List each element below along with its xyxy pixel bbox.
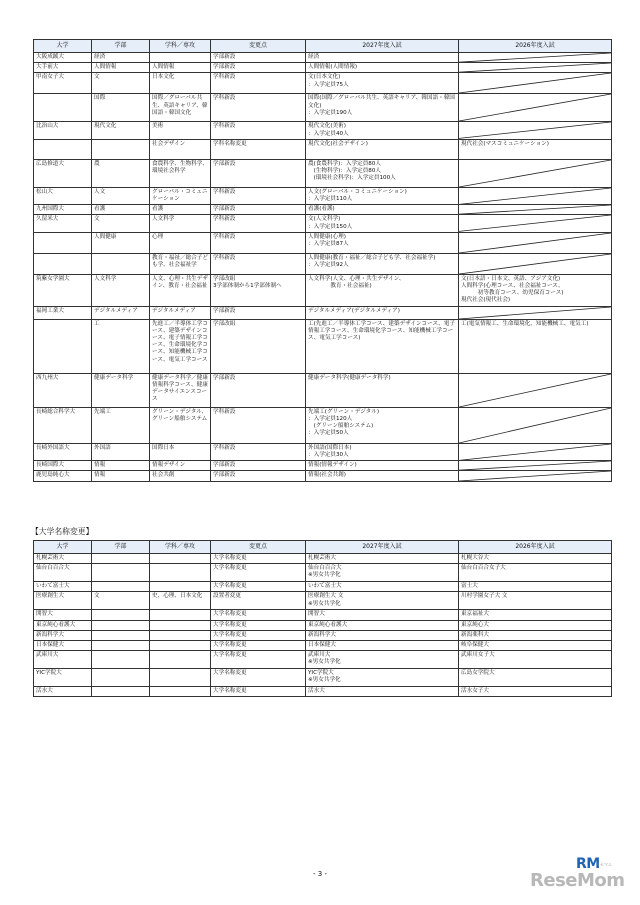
table-row <box>34 139 612 159</box>
cell-department: 教育・福祉／総合子ども学、社会福祉学 <box>150 253 211 274</box>
cell-change: 設置者変更 <box>211 592 306 610</box>
cell-university: 札幌芸術大 <box>34 554 92 564</box>
cell-faculty: 人間健康 <box>92 232 150 253</box>
cell-faculty: 外国語 <box>92 443 150 460</box>
header-faculty: 学部 <box>92 40 150 53</box>
cell-change: 学科新設 <box>211 187 306 204</box>
table-row <box>34 651 612 669</box>
cell-2027: 新潟科学大 <box>306 630 459 640</box>
cell-faculty: 人文 <box>92 187 150 204</box>
cell-change: 大学名称変更 <box>211 564 306 582</box>
cell-change: 大学名称変更 <box>211 582 306 592</box>
table-row <box>34 373 612 407</box>
cell-change: 学部新設 <box>211 53 306 63</box>
header-2026: 2026年度入試 <box>459 541 612 554</box>
header-2027: 2027年度入試 <box>306 541 459 554</box>
cell-faculty <box>92 139 150 159</box>
cell-faculty: デジタルメディア <box>92 306 150 319</box>
diagonal-slash <box>459 408 611 443</box>
cell-faculty: 先端工 <box>92 407 150 443</box>
cell-university: 甲南女子大 <box>34 73 92 94</box>
cell-department: 情報デザイン <box>150 461 211 471</box>
cell-2027: 人文(グローバル・コミュニケーション) ：入学定員110人 <box>306 187 459 204</box>
cell-2026: 東京福祉大 <box>459 610 612 620</box>
cell-department <box>150 687 211 697</box>
header-change: 変更点 <box>211 541 306 554</box>
table-row <box>34 122 612 139</box>
cell-department: 看護 <box>150 205 211 215</box>
cell-university: 新潟科学大 <box>34 630 92 640</box>
table-row <box>34 687 612 697</box>
table-row <box>34 554 612 564</box>
cell-2027: 国際(国際／グローバル共生、英語キャリア、韓国語・韓国文化) ：入学定員190人 <box>306 94 459 122</box>
header-change: 変更点 <box>211 40 306 53</box>
header-faculty: 学部 <box>92 541 150 554</box>
cell-faculty: 文 <box>92 215 150 232</box>
cell-2027: 人間情報(人間情報) <box>306 63 459 73</box>
cell-university: 広島修道大 <box>34 159 92 187</box>
table-row <box>34 443 612 460</box>
cell-department: 人間情報 <box>150 63 211 73</box>
table-row <box>34 187 612 204</box>
cell-department <box>150 554 211 564</box>
cell-2027: デジタルメディア(デジタルメディア) <box>306 306 459 319</box>
cell-2027: 仙台白百合大 ※男女共学化 <box>306 564 459 582</box>
cell-2026: 現代社会(マスコミュニケーション) <box>459 139 612 159</box>
diagonal-slash <box>459 254 611 274</box>
cell-university: 松山大 <box>34 187 92 204</box>
cell-2026: 文(日本語・日本文、英語、アジア文化) 人間科学(心理コース、社会福祉コース、 初等教育コース、幼児保育コース) 現代社会(現代社会) <box>459 274 612 306</box>
cell-university: 大手前大 <box>34 63 92 73</box>
header-department: 学科／専攻 <box>150 40 211 53</box>
diagonal-slash <box>459 461 611 470</box>
cell-faculty: 人間情報 <box>92 63 150 73</box>
cell-faculty: 国際 <box>92 94 150 122</box>
table-row <box>34 592 612 610</box>
cell-change: 学部新設 <box>211 471 306 482</box>
cell-faculty <box>92 630 150 640</box>
cell-department: 美術 <box>150 122 211 139</box>
table-header-row <box>34 40 612 53</box>
cell-2026-not-applicable <box>459 122 612 139</box>
cell-university: 長崎総合科学大 <box>34 407 92 443</box>
table-row <box>34 630 612 640</box>
header-2027: 2027年度入試 <box>306 40 459 53</box>
diagonal-slash <box>459 188 611 204</box>
cell-department: 日本文化 <box>150 73 211 94</box>
table-row <box>34 407 612 443</box>
cell-2026: 岐阜保健大 <box>459 641 612 651</box>
diagonal-slash <box>459 53 611 62</box>
cell-2027: YIC学院大 ※男女共学化 <box>306 669 459 687</box>
table-row <box>34 620 612 630</box>
cell-change: 学科名称変更 <box>211 139 306 159</box>
cell-2026: 新潟薬科大 <box>459 630 612 640</box>
cell-department: 食農科学、生物科学、環境社会科学 <box>150 159 211 187</box>
cell-2027: 武庫川大 ※男女共学化 <box>306 651 459 669</box>
cell-university: 九州国際大 <box>34 205 92 215</box>
cell-2027: 健康データ科学(健康データ科学) <box>306 373 459 407</box>
cell-2027: 文(人文科学) ：入学定員150人 <box>306 215 459 232</box>
cell-2026-not-applicable <box>459 94 612 122</box>
cell-university <box>34 319 92 373</box>
cell-department <box>150 651 211 669</box>
cell-change: 大学名称変更 <box>211 641 306 651</box>
cell-2027: 医療創生大 文 ※男女共学化 <box>306 592 459 610</box>
table-row <box>34 53 612 63</box>
cell-change: 学科新設 <box>211 94 306 122</box>
cell-2027: いわて富士大 <box>306 582 459 592</box>
cell-2026-not-applicable <box>459 63 612 73</box>
cell-faculty <box>92 669 150 687</box>
cell-university: 鹿児島純心大 <box>34 471 92 482</box>
diagonal-slash <box>459 205 611 214</box>
cell-university: 開智大 <box>34 610 92 620</box>
table-row <box>34 94 612 122</box>
diagonal-slash <box>459 233 611 253</box>
table-row <box>34 63 612 73</box>
cell-2026-not-applicable <box>459 253 612 274</box>
cell-department: 心理 <box>150 232 211 253</box>
logo-wordmark: ReseMom <box>530 870 625 891</box>
cell-university: 福岡工業大 <box>34 306 92 319</box>
cell-faculty: 経済 <box>92 53 150 63</box>
diagonal-slash <box>459 374 611 407</box>
cell-faculty: 現代文化 <box>92 122 150 139</box>
cell-faculty: 文 <box>92 73 150 94</box>
diagonal-slash <box>459 215 611 231</box>
cell-department: 人文、心理・共生デザイン、教育・社会福祉 <box>150 274 211 306</box>
cell-department <box>150 564 211 582</box>
table-row <box>34 669 612 687</box>
cell-change: 学科新設 <box>211 407 306 443</box>
cell-change: 学部新設 <box>211 461 306 471</box>
cell-change: 学科新設 <box>211 122 306 139</box>
cell-change: 学科新設 <box>211 232 306 253</box>
diagonal-slash <box>459 444 611 460</box>
cell-2027: 経済 <box>306 53 459 63</box>
cell-faculty <box>92 651 150 669</box>
table-row <box>34 564 612 582</box>
cell-change: 大学名称変更 <box>211 651 306 669</box>
cell-2027: 人文科学(人文、心理・共生デザイン、 教育・社会福祉) <box>306 274 459 306</box>
cell-2027: 現代文化(美術) ：入学定員40人 <box>306 122 459 139</box>
cell-2026-not-applicable <box>459 53 612 63</box>
cell-2027: 農(食農科学)：入学定員80人 (生物科学)：入学定員80人 (環境社会科学)：入学定員100人 <box>306 159 459 187</box>
cell-university <box>34 253 92 274</box>
cell-faculty: 情報 <box>92 471 150 482</box>
diagonal-slash <box>459 63 611 72</box>
diagonal-slash <box>459 307 611 319</box>
cell-2027: 情報(社会共創) <box>306 471 459 482</box>
cell-university: いわて富士大 <box>34 582 92 592</box>
table-row <box>34 582 612 592</box>
header-university: 大学 <box>34 541 92 554</box>
cell-university: 西九州大 <box>34 373 92 407</box>
cell-department: 国際／グローバル共生、英語キャリア、韓国語・韓国文化 <box>150 94 211 122</box>
cell-university: 日本保健大 <box>34 641 92 651</box>
cell-university: 長崎国際大 <box>34 461 92 471</box>
cell-department: 史、心理、日本文化 <box>150 592 211 610</box>
cell-faculty <box>92 253 150 274</box>
cell-2026-not-applicable <box>459 373 612 407</box>
cell-change: 学科新設 <box>211 73 306 94</box>
cell-change: 学科新設 <box>211 215 306 232</box>
table-row <box>34 232 612 253</box>
cell-2027: 情報(情報デザイン) <box>306 461 459 471</box>
cell-2027: 現代文化(社会デザイン) <box>306 139 459 159</box>
cell-change: 大学名称変更 <box>211 687 306 697</box>
cell-university: 比治山大 <box>34 122 92 139</box>
table-row <box>34 610 612 620</box>
diagonal-slash <box>459 160 611 187</box>
cell-faculty: 人文科学 <box>92 274 150 306</box>
cell-2027: 先端工(グリーン・デジタル) ：入学定員120人 (グリーン船舶システム) ：入学定員50人 <box>306 407 459 443</box>
diagonal-slash <box>459 73 611 93</box>
table-row <box>34 641 612 651</box>
cell-change: 学部改組 <box>211 319 306 373</box>
header-department: 学科／専攻 <box>150 541 211 554</box>
cell-2026-not-applicable <box>459 306 612 319</box>
cell-2026-not-applicable <box>459 187 612 204</box>
page-number: - 3 - <box>313 870 327 878</box>
cell-university: YIC学院大 <box>34 669 92 687</box>
cell-university: 東京純心看護大 <box>34 620 92 630</box>
diagonal-slash <box>459 471 611 481</box>
cell-faculty: 健康データ科学 <box>92 373 150 407</box>
cell-change: 学部新設 <box>211 159 306 187</box>
cell-change: 大学名称変更 <box>211 554 306 564</box>
cell-change: 大学名称変更 <box>211 610 306 620</box>
cell-university: 筑紫女学園大 <box>34 274 92 306</box>
cell-faculty <box>92 582 150 592</box>
cell-2027: 人間健康(教育・福祉／総合子ども学、社会福祉学) ：入学定員92人 <box>306 253 459 274</box>
cell-department: 社会デザイン <box>150 139 211 159</box>
cell-department <box>150 582 211 592</box>
table-row <box>34 471 612 482</box>
cell-faculty <box>92 564 150 582</box>
cell-department: 国際日本 <box>150 443 211 460</box>
cell-change: 学科新設 <box>211 443 306 460</box>
cell-faculty: 文 <box>92 592 150 610</box>
cell-2027: 人間健康(心理) ：入学定員87人 <box>306 232 459 253</box>
cell-2026-not-applicable <box>459 159 612 187</box>
new-faculty-table <box>33 39 612 482</box>
cell-2026: 札幌大谷大 <box>459 554 612 564</box>
diagonal-slash <box>459 122 611 138</box>
cell-faculty: 工 <box>92 319 150 373</box>
cell-2026: 工(電気情報工、生命環境化、知能機械工、電気工) <box>459 319 612 373</box>
cell-2027: 日本保健大 <box>306 641 459 651</box>
cell-department: グローバル・コミュニケーション <box>150 187 211 204</box>
cell-university: 大阪成蹊大 <box>34 53 92 63</box>
logo-mark-sub: リセマム <box>596 862 612 867</box>
table-row <box>34 159 612 187</box>
cell-faculty: 農 <box>92 159 150 187</box>
cell-university: 医療創生大 <box>34 592 92 610</box>
cell-2026: 東京純心大 <box>459 620 612 630</box>
cell-change: 学科新設 <box>211 253 306 274</box>
cell-university <box>34 139 92 159</box>
cell-2027: 看護(看護) <box>306 205 459 215</box>
cell-department <box>150 630 211 640</box>
cell-2026-not-applicable <box>459 73 612 94</box>
cell-department: 健康データ科学／健康情報科学コース、健康データサイエンスコース <box>150 373 211 407</box>
cell-2026: 広島女学院大 <box>459 669 612 687</box>
resemom-logo <box>530 856 630 896</box>
cell-department: 人文科学 <box>150 215 211 232</box>
cell-department: 先進工／半導体工学コース、建築デザインコース、電子情報工学コース、生命環境化学コース、知能機械工学コース、電気工学コース <box>150 319 211 373</box>
cell-department <box>150 641 211 651</box>
cell-change: 学部新設 <box>211 63 306 73</box>
cell-university: 長崎外国語大 <box>34 443 92 460</box>
cell-department <box>150 669 211 687</box>
cell-department <box>150 53 211 63</box>
cell-change: 学部改組 3学部体制から1学部体制へ <box>211 274 306 306</box>
cell-faculty <box>92 620 150 630</box>
table-row <box>34 306 612 319</box>
cell-2027: 文(日本文化) ：入学定員75人 <box>306 73 459 94</box>
header-university: 大学 <box>34 40 92 53</box>
cell-2026-not-applicable <box>459 205 612 215</box>
cell-change: 学部新設 <box>211 373 306 407</box>
cell-2026: 川村学園女子大 文 <box>459 592 612 610</box>
cell-2026: 仙台白百合女子大 <box>459 564 612 582</box>
cell-2026: 活水女子大 <box>459 687 612 697</box>
diagonal-slash <box>459 94 611 121</box>
cell-2026-not-applicable <box>459 443 612 460</box>
cell-faculty <box>92 641 150 651</box>
section-title-name-change: 【大学名称変更】 <box>31 527 94 536</box>
cell-2026-not-applicable <box>459 461 612 471</box>
table-row <box>34 73 612 94</box>
cell-2026: 富士大 <box>459 582 612 592</box>
table-row <box>34 215 612 232</box>
cell-2026-not-applicable <box>459 471 612 482</box>
cell-department: グリーン・デジタル、グリーン船舶システム <box>150 407 211 443</box>
cell-2027: 東京純心看護大 <box>306 620 459 630</box>
cell-faculty <box>92 554 150 564</box>
cell-change: 大学名称変更 <box>211 669 306 687</box>
cell-2027: 札幌芸術大 <box>306 554 459 564</box>
cell-department: デジタルメディア <box>150 306 211 319</box>
cell-department: 社会共創 <box>150 471 211 482</box>
name-change-table <box>33 540 612 697</box>
cell-change: 学部新設 <box>211 306 306 319</box>
logo-mark: RM <box>576 856 600 872</box>
cell-2026-not-applicable <box>459 215 612 232</box>
cell-department <box>150 610 211 620</box>
cell-2026: 武庫川女子大 <box>459 651 612 669</box>
cell-change: 大学名称変更 <box>211 630 306 640</box>
table-row <box>34 461 612 471</box>
table-row <box>34 319 612 373</box>
cell-2027: 外国語(国際日本) ：入学定員30人 <box>306 443 459 460</box>
cell-university: 仙台白百合大 <box>34 564 92 582</box>
cell-faculty: 情報 <box>92 461 150 471</box>
table-header-row <box>34 541 612 554</box>
table-row <box>34 205 612 215</box>
cell-faculty: 看護 <box>92 205 150 215</box>
cell-2027: 活水大 <box>306 687 459 697</box>
cell-2026-not-applicable <box>459 407 612 443</box>
header-2026: 2026年度入試 <box>459 40 612 53</box>
cell-university: 活水大 <box>34 687 92 697</box>
cell-2027: 開智大 <box>306 610 459 620</box>
cell-department <box>150 620 211 630</box>
table-row <box>34 274 612 306</box>
cell-change: 学部新設 <box>211 205 306 215</box>
cell-university: 武庫川大 <box>34 651 92 669</box>
cell-change: 大学名称変更 <box>211 620 306 630</box>
cell-2026-not-applicable <box>459 232 612 253</box>
cell-university <box>34 232 92 253</box>
cell-university <box>34 94 92 122</box>
cell-2027: 工(先進工／半導体工学コース、建築デザインコース、電子情報工学コース、生命環境化学コース、知能機械工学コース、電気工学コース) <box>306 319 459 373</box>
cell-university: 久留米大 <box>34 215 92 232</box>
table-row <box>34 253 612 274</box>
cell-faculty <box>92 610 150 620</box>
cell-faculty <box>92 687 150 697</box>
